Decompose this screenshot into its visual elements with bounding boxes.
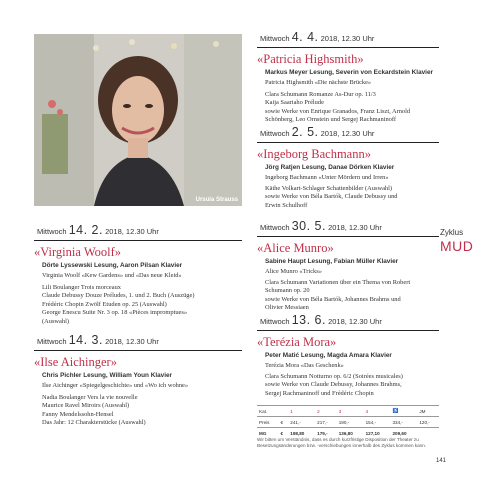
program-line: Maurice Ravel Miroirs (Auswahl) [42,402,130,410]
date-day: 2. 5. [291,125,319,139]
event-patricia-highsmith [257,30,439,125]
price-cell: 179,- [315,428,337,439]
program-line: Fanny Mendelssohn-Hensel [42,410,114,418]
event-divider [257,47,439,48]
program-line: sowie Werke von Enrique Granados, Franz Liszt, Arnold [265,107,411,115]
zyklus-name: MUD [440,238,474,254]
date-day: 30. 5. [291,219,326,233]
program-line: Patricia Highsmith «Die nächste Brücke» [265,79,372,86]
event-terezia-mora [257,313,439,398]
event-date [257,313,439,327]
price-cell: 120,- [417,417,439,428]
disclaimer-line: Besetzungsänderungen bzw. -verschiebungen innerhalb des Zyklus kommen kann. [257,443,427,448]
program-line: Olivier Messiaen [265,304,309,312]
price-row [257,417,439,428]
date-weekday: Mittwoch [260,317,290,326]
page-number: 141 [436,458,447,464]
program-line: Nadia Boulanger Vers la vie nouvelle [42,393,138,401]
event-program [265,268,439,313]
program-line: sowie Werke von Claude Debussy, Johannes Brahms, [265,381,402,389]
event-performers: Dörte Lyssewski Lesung, Aaron Pilsan Klavier [42,262,183,269]
date-day: 4. 4. [291,30,319,44]
event-date [257,219,439,233]
program-line: Clara Schumann Romanze As-Dur op. 11/3 [265,90,376,98]
price-cell: 217,- [315,417,337,428]
price-cell: € [279,428,289,439]
price-cell: MG [257,428,279,439]
price-table-header [257,406,439,417]
date-time: 2018, 12.30 Uhr [320,129,375,138]
program-line: Alice Munro «Tricks» [265,268,322,275]
price-cell [279,406,289,417]
price-cell: 1 [288,406,315,417]
event-program [42,382,242,428]
price-cell: 2 [315,406,337,417]
price-cell: 4 [364,406,391,417]
event-divider [34,240,242,241]
date-weekday: Mittwoch [260,223,290,232]
event-ilse-aichinger [34,333,242,428]
price-cell: 154,- [364,417,391,428]
date-time: 2018, 12.30 Uhr [105,337,159,346]
program-line: Clara Schumann Notturno op. 6/2 (Soirées musicales) [265,372,403,380]
event-date [34,333,242,347]
program-line: Schönberg, Leo Ornstein und Sergej Rachmaninoff [265,116,396,124]
date-weekday: Mittwoch [37,227,67,236]
date-weekday: Mittwoch [260,34,290,43]
event-divider [257,236,439,237]
event-performers: Sabine Haupt Lesung, Fabian Müller Klavier [265,258,399,265]
event-title: «Terézia Mora» [257,335,337,349]
event-divider [257,142,439,143]
date-time: 2018, 12.30 Uhr [105,227,159,236]
event-program [265,79,439,125]
price-cell: Preis [257,417,279,428]
date-day: 14. 3. [68,333,103,347]
date-weekday: Mittwoch [260,129,290,138]
event-date [257,30,439,44]
event-title: «Ilse Aichinger» [34,355,117,369]
wheelchair-icon: ♿ [390,406,417,417]
date-day: 13. 6. [291,313,326,327]
date-time: 2018, 12.30 Uhr [328,317,382,326]
program-line: Kaija Saariaho Prélude [265,99,324,107]
event-title: «Patricia Highsmith» [257,52,364,66]
price-cell: JM [417,406,439,417]
price-cell: Kat. [257,406,279,417]
event-title: «Virginia Woolf» [34,245,122,259]
price-cell: 136,80 [337,428,364,439]
program-line: Ingeborg Bachmann «Unter Mördern und Irren» [265,174,389,181]
price-cell: 3 [337,406,364,417]
program-line: Frédéric Chopin Zwölf Etuden op. 25 (Auswahl) [42,300,167,308]
program-line: sowie Werke von Béla Bartók, Claude Debussy und [265,193,398,201]
portrait-illustration [34,34,242,206]
disclaimer-note [257,437,447,449]
date-weekday: Mittwoch [37,337,67,346]
program-line: Das Jahr: 12 Charakterstücke (Auswahl) [42,419,146,427]
program-line: (Auswahl) [42,317,69,325]
program-line: Sergej Rachmaninoff und Frédéric Chopin [265,389,374,397]
program-line: Claude Debussy Douze Préludes, 1. und 2. Buch (Auszüge) [42,292,195,300]
event-performers: Chris Pichler Lesung, William Youn Klavier [42,372,173,379]
program-line: Terézia Mora «Das Geschenk» [265,362,344,369]
price-cell: 209,60 [390,428,417,439]
date-time: 2018, 12.30 Uhr [328,223,382,232]
portrait-photo [34,34,242,206]
program-line: Virginia Woolf «Kew Gardens» und «Das neue Kleid» [42,272,182,279]
event-program [265,362,439,398]
disclaimer-line: Wir bitten um Verständnis, dass es durch kurzfristige Disposition der Theater zu [257,437,419,442]
event-performers: Jörg Ratjen Lesung, Danae Dörken Klavier [265,164,395,171]
program-line: sowie Werke von Béla Bartók, Johannes Brahms und [265,295,401,303]
program-line: Ilse Aichinger «Spiegelgeschichte» und «Wo ich wohne» [42,382,189,389]
program-line: Clara Schumann Variationen über ein Thema von Robert [265,278,411,286]
program-line: Käthe Volkart-Schlager Schattenbilder (Auswahl) [265,184,393,192]
date-day: 14. 2. [68,223,103,237]
price-cell: 198,80 [288,428,315,439]
price-table [257,405,439,438]
event-alice-munro [257,219,439,313]
event-divider [257,330,439,331]
event-program [265,174,439,210]
event-performers: Peter Matić Lesung, Magda Amara Klavier [265,352,392,359]
program-line: Schumann op. 20 [265,287,310,295]
date-time: 2018, 12.30 Uhr [320,34,375,43]
event-date [257,125,439,139]
event-performers: Markus Meyer Lesung, Severin von Eckardstein Klavier [265,69,434,76]
event-program [42,272,242,327]
event-virginia-woolf [34,223,242,327]
event-title: «Alice Munro» [257,241,334,255]
event-date [34,223,242,237]
program-line: Erwin Schulhoff [265,201,308,209]
zyklus-label: Zyklus [440,228,464,237]
event-divider [34,350,242,351]
price-cell: 127,10 [364,428,391,439]
event-ingeborg-bachmann [257,125,439,210]
program-line: Lili Boulanger Trois morceaux [42,283,121,291]
program-line: George Enescu Suite Nr. 3 op. 18 «Pièces impromptues» [42,309,188,317]
price-cell: 190,- [337,417,364,428]
price-cell: 334,- [390,417,417,428]
photo-caption: Ursula Strauss [195,197,238,203]
event-title: «Ingeborg Bachmann» [257,147,371,161]
price-cell: € [279,417,289,428]
price-cell: 241,- [288,417,315,428]
